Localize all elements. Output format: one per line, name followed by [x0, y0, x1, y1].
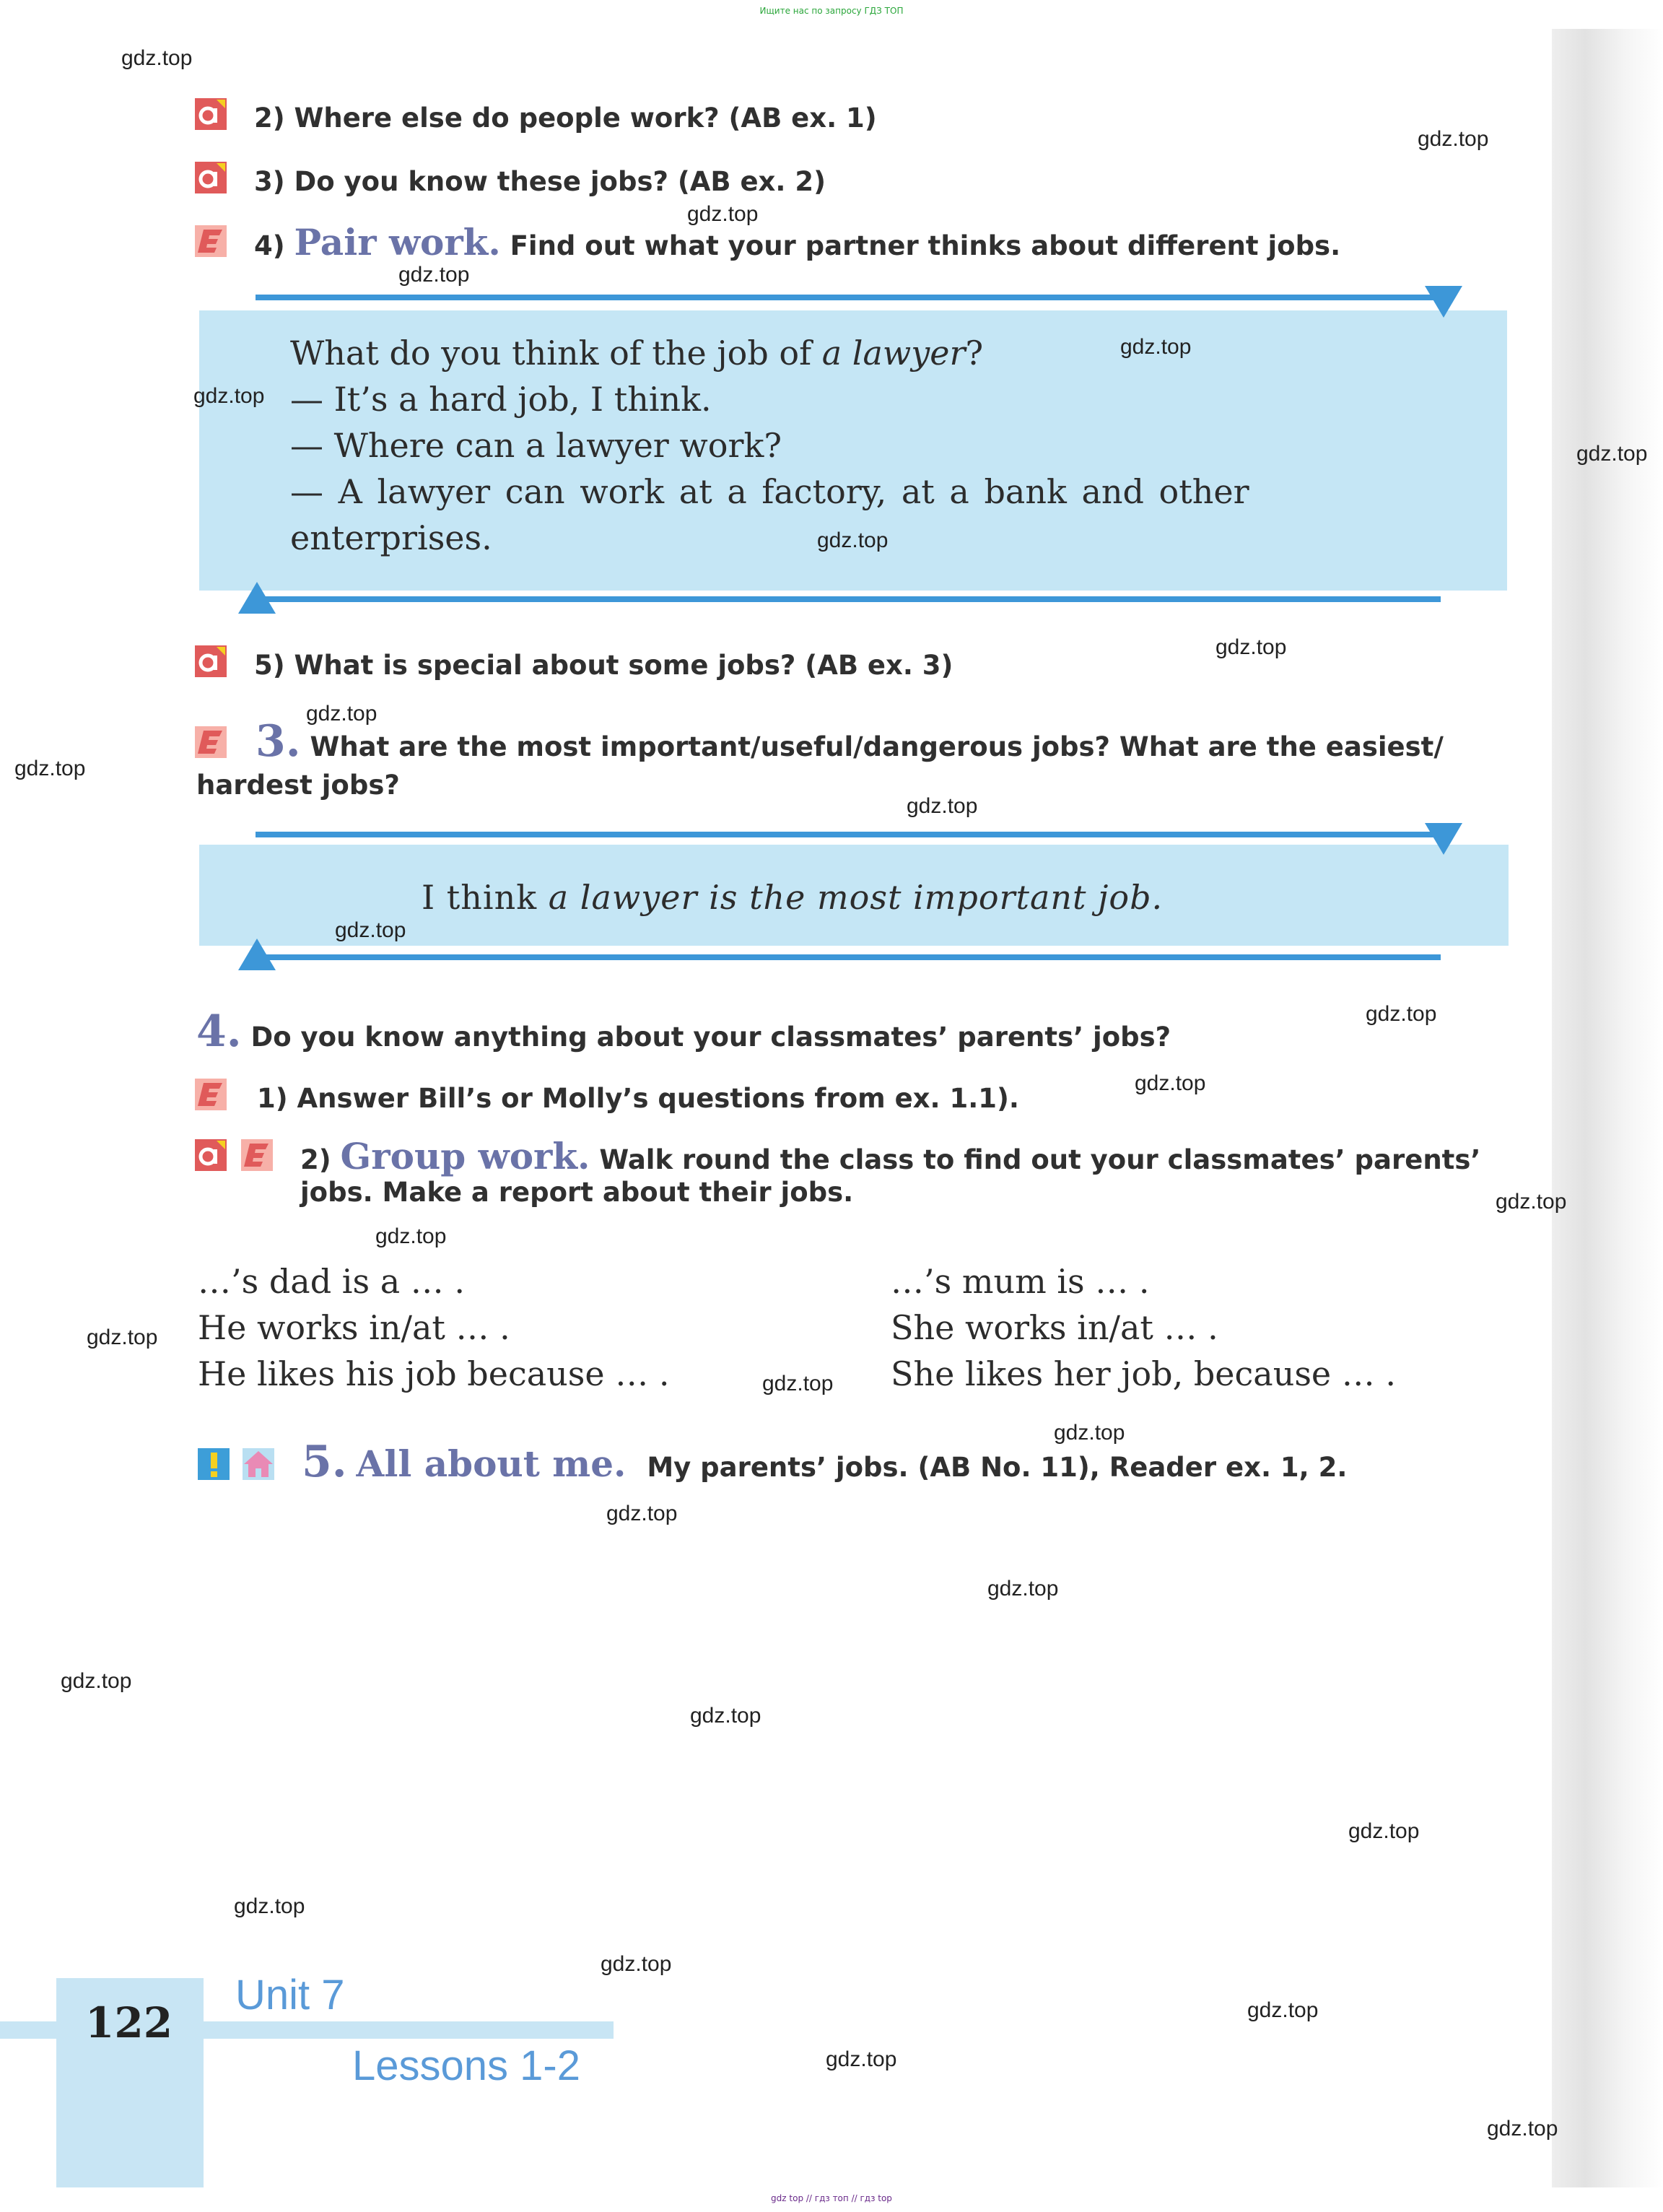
lessons-label: Lessons 1-2: [352, 2042, 580, 2089]
watermark: gdz.top: [817, 528, 889, 552]
exercise-5: [302, 1437, 1347, 1487]
watermark: gdz.top: [1120, 335, 1192, 359]
exercise-4-text: Do you know anything about your classmates’ parents’ jobs?: [250, 1022, 1171, 1053]
bottom-rule: [256, 954, 1441, 960]
exercise-4-1: [257, 1083, 1019, 1114]
watermark: gdz.top: [306, 702, 377, 726]
item-4: [254, 221, 1340, 264]
example-sentence-pre: I think: [422, 878, 538, 917]
exercise-4-2-text: Walk round the class to find out your classmates’ parents’: [599, 1144, 1481, 1175]
item-5-text: What is special about some jobs? (AB ex. 3): [294, 650, 953, 681]
watermark: gdz.top: [1054, 1421, 1125, 1445]
example-sentence: [422, 878, 1163, 917]
exercise-4-2-text-cont: jobs. Make a report about their jobs.: [300, 1177, 854, 1208]
dialog-answer-2a: — A lawyer can work at a factory, at a bank and other: [290, 472, 1249, 511]
report-left-line-3: He likes his job because … .: [198, 1354, 670, 1393]
watermark: gdz.top: [690, 1704, 761, 1728]
watermark: gdz.top: [1576, 442, 1648, 466]
speaking-icon: [195, 726, 227, 758]
watermark: gdz.top: [234, 1894, 305, 1918]
bottom-banner: gdz top // гдз топ // гдз top: [771, 2193, 892, 2203]
all-about-me-title: All about me.: [356, 1442, 627, 1485]
exercise-4-1-number: 1): [257, 1083, 288, 1114]
home-icon: [243, 1448, 274, 1480]
watermark: gdz.top: [601, 1952, 672, 1976]
speaking-icon: [195, 225, 227, 257]
exercise-5-text: My parents’ jobs. (AB No. 11), Reader ex. 1, 2.: [647, 1452, 1348, 1483]
dialog-q1-italic: a lawyer: [821, 334, 966, 373]
dialog-answer-1: — It’s a hard job, I think.: [290, 380, 712, 419]
watermark: gdz.top: [14, 757, 86, 780]
exercise-4: [196, 1006, 1171, 1057]
watermark: gdz.top: [762, 1372, 834, 1395]
top-rule: [256, 832, 1446, 837]
item-3-number: 3): [254, 166, 285, 197]
watermark: gdz.top: [987, 1577, 1059, 1601]
watermark: gdz.top: [1215, 635, 1287, 659]
item-5: [254, 650, 953, 681]
watermark: gdz.top: [907, 794, 978, 818]
watermark: gdz.top: [375, 1224, 447, 1248]
important-icon: [198, 1448, 230, 1480]
item-2: [254, 103, 877, 134]
exercise-4-1-text: Answer Bill’s or Molly’s questions from ex. 1.1).: [297, 1083, 1019, 1114]
watermark: gdz.top: [335, 918, 406, 942]
audio-icon: [195, 162, 227, 193]
dialog-question-2: — Where can a lawyer work?: [290, 426, 782, 465]
watermark: gdz.top: [61, 1669, 132, 1693]
watermark: gdz.top: [398, 263, 470, 287]
watermark: gdz.top: [826, 2047, 897, 2071]
watermark: gdz.top: [87, 1325, 158, 1349]
item-5-number: 5): [254, 650, 285, 681]
audio-icon: [195, 98, 227, 130]
unit-label: Unit 7: [235, 1972, 345, 2019]
dialog-q1-end: ?: [965, 334, 984, 373]
example-sentence-italic: a lawyer is the most important job.: [548, 878, 1164, 917]
dialog-answer-2b: enterprises.: [290, 518, 492, 557]
exercise-3-number: 3.: [256, 716, 301, 767]
audio-icon: [195, 645, 227, 677]
report-right-line-3: She likes her job, because … .: [891, 1354, 1397, 1393]
report-right-line-1: …’s mum is … .: [891, 1262, 1150, 1301]
exercise-5-number: 5.: [302, 1437, 347, 1487]
item-2-text: Where else do people work? (AB ex. 1): [294, 103, 877, 134]
watermark: gdz.top: [687, 202, 759, 226]
report-left-line-2: He works in/at … .: [198, 1308, 510, 1347]
watermark: gdz.top: [606, 1502, 678, 1525]
watermark: gdz.top: [1418, 127, 1489, 151]
report-left-line-1: …’s dad is a … .: [198, 1262, 466, 1301]
exercise-3: [256, 716, 1444, 767]
report-right-line-2: She works in/at … .: [891, 1308, 1218, 1347]
watermark: gdz.top: [1366, 1002, 1437, 1026]
item-4-text: Find out what your partner thinks about different jobs.: [510, 230, 1341, 261]
item-4-number: 4): [254, 230, 285, 261]
arrow-down-icon: [1425, 286, 1462, 318]
exercise-4-2-number: 2): [300, 1144, 331, 1175]
group-work-title: Group work.: [340, 1135, 590, 1177]
watermark: gdz.top: [1247, 1998, 1319, 2022]
watermark: gdz.top: [193, 384, 265, 408]
bottom-rule: [256, 596, 1441, 602]
exercise-3-text-cont: hardest jobs?: [196, 770, 400, 801]
speaking-icon: [195, 1079, 227, 1110]
watermark: gdz.top: [1348, 1819, 1420, 1843]
watermark: gdz.top: [1487, 2117, 1558, 2141]
arrow-up-icon: [238, 939, 276, 970]
exercise-4-number: 4.: [196, 1006, 242, 1057]
item-3: [254, 166, 826, 197]
item-2-number: 2): [254, 103, 285, 134]
dialog-question-1: [290, 334, 983, 373]
page-gutter-shadow: [1552, 29, 1663, 2187]
page-number: 122: [85, 1998, 173, 2047]
watermark: gdz.top: [1135, 1071, 1206, 1095]
exercise-3-text: What are the most important/useful/dangerous jobs? What are the easiest/: [310, 731, 1444, 762]
watermark: gdz.top: [121, 46, 193, 70]
arrow-up-icon: [238, 582, 276, 614]
speaking-icon: [241, 1139, 273, 1171]
top-rule: [256, 295, 1446, 300]
item-3-text: Do you know these jobs? (AB ex. 2): [294, 166, 826, 197]
arrow-down-icon: [1425, 823, 1462, 855]
dialog-q1-text: What do you think of the job of: [290, 334, 812, 373]
top-banner: Ищите нас по запросу ГДЗ ТОП: [759, 6, 904, 16]
pair-work-title: Pair work.: [294, 221, 501, 264]
watermark: gdz.top: [1496, 1190, 1567, 1214]
exercise-4-2: [300, 1135, 1480, 1177]
audio-icon: [195, 1139, 227, 1171]
